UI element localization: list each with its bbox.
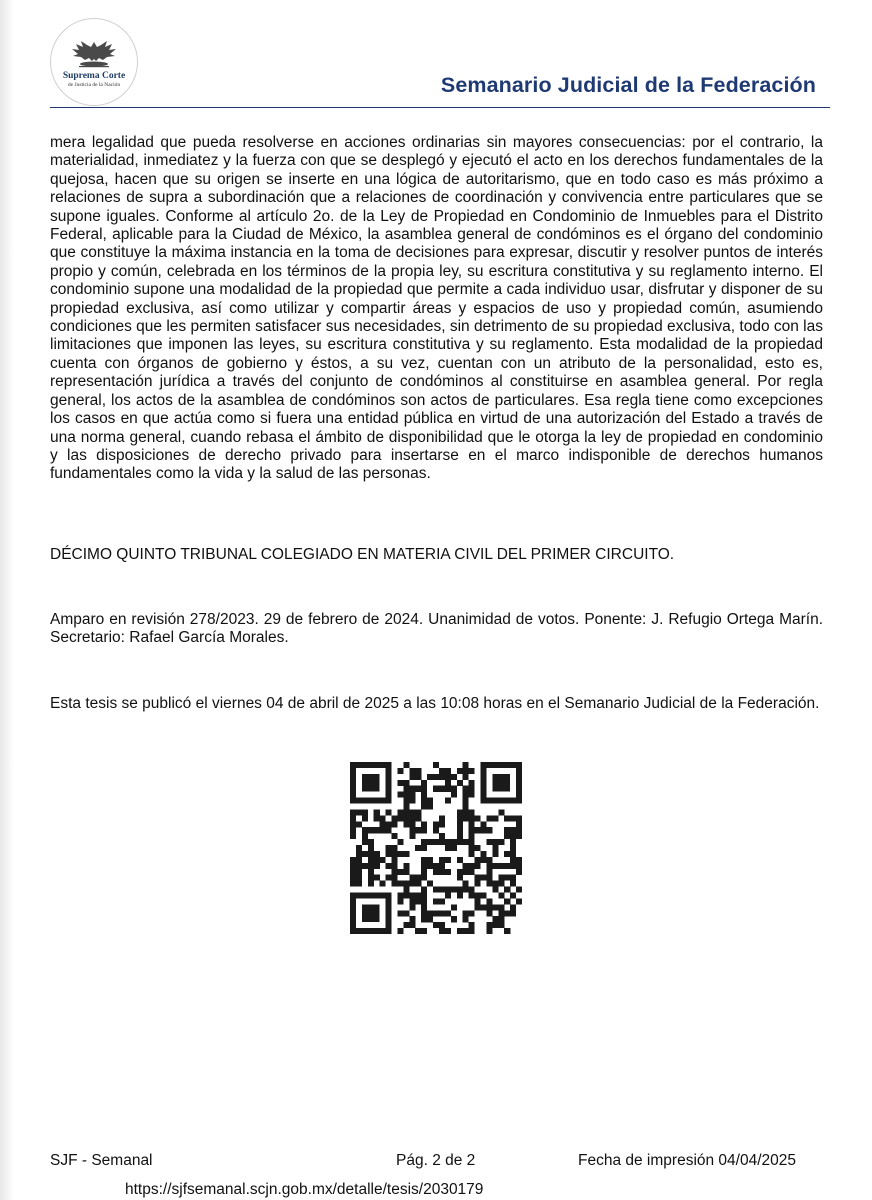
qr-code-icon: [350, 762, 522, 934]
logo-subtitle: de Justicia de la Nación: [67, 82, 121, 88]
scjn-logo: [50, 18, 138, 106]
qr-code: [350, 762, 522, 934]
page-title: Semanario Judicial de la Federación: [440, 73, 816, 97]
footer-print-date: Fecha de impresión 04/04/2025: [578, 1152, 797, 1169]
footer-url-link[interactable]: https://sjfsemanal.scjn.gob.mx/detalle/tesis/2030179: [125, 1181, 484, 1198]
page-edge-shadow: [0, 0, 14, 1200]
court-name: DÉCIMO QUINTO TRIBUNAL COLEGIADO EN MATERIA CIVIL DEL PRIMER CIRCUITO.: [50, 546, 675, 563]
logo-name: Suprema Corte: [62, 70, 126, 81]
thesis-paragraph: mera legalidad que pueda resolverse en acciones ordinarias sin mayores consecuencias: por el contrario, la materialidad, inmediatez y la fuerza con que se desplegó y ejecutó el acto en los derechos fundamentales de la quejosa, hacen que su origen se inserte en una lógica de autoritarismo, que en todo caso es más próximo a relaciones de supra a subordinación que a relaciones de coordinación y convivencia entre particulares que se supone iguales. Conforme al artículo 2o. de la Ley de Propiedad en Condominio de Inmuebles para el Distrito Federal, aplicable para la Ciudad de México, la asamblea general de condóminos es el órgano del condominio que constituye la máxima instancia en la toma de decisiones para expresar, discutir y resolver puntos de interés propio y común, celebrada en los términos de la propia ley, su escritura constitutiva y su reglamento interno. El condominio supone una modalidad de la propiedad que permite a cada individuo usar, disfrutar y disponer de su propiedad exclusiva, así como utilizar y compartir áreas y espacios de uso y propiedad común, asumiendo condiciones que les permiten satisfacer sus necesidades, sin detrimento de su propiedad exclusiva, todo con las limitaciones que imponen las leyes, su escritura constitutiva y su reglamento. Esta modalidad de la propiedad cuenta con órganos de gobierno y éstos, a su vez, cuentan con un atributo de la personalidad, esto es, representación jurídica a través del conjunto de condóminos al constituirse en asamblea general. Por regla general, los actos de la asamblea de condóminos son actos de particulares. Esa regla tiene como excepciones los casos en que actúa como si fuera una entidad pública en virtud de una autorización del Estado a través de una norma general, cuando rebasa el ámbito de disponibilidad que le otorga la ley de propiedad en condominio y las disposiciones de derecho privado para insertarse en el marco indisponible de derechos humanos fundamentales como la vida y la salud de las personas.: [50, 134, 823, 483]
header-divider: [50, 107, 830, 108]
amparo-details: Amparo en revisión 278/2023. 29 de febrero de 2024. Unanimidad de votos. Ponente: J. Refugio Ortega Marín. Secretario: Rafael García Morales.: [50, 611, 823, 647]
eagle-icon: [67, 38, 121, 70]
footer-page-number: Pág. 2 de 2: [396, 1152, 476, 1169]
footer-publication: SJF - Semanal: [50, 1152, 153, 1169]
publication-note: Esta tesis se publicó el viernes 04 de abril de 2025 a las 10:08 horas en el Semanario Judicial de la Federación.: [50, 695, 820, 712]
